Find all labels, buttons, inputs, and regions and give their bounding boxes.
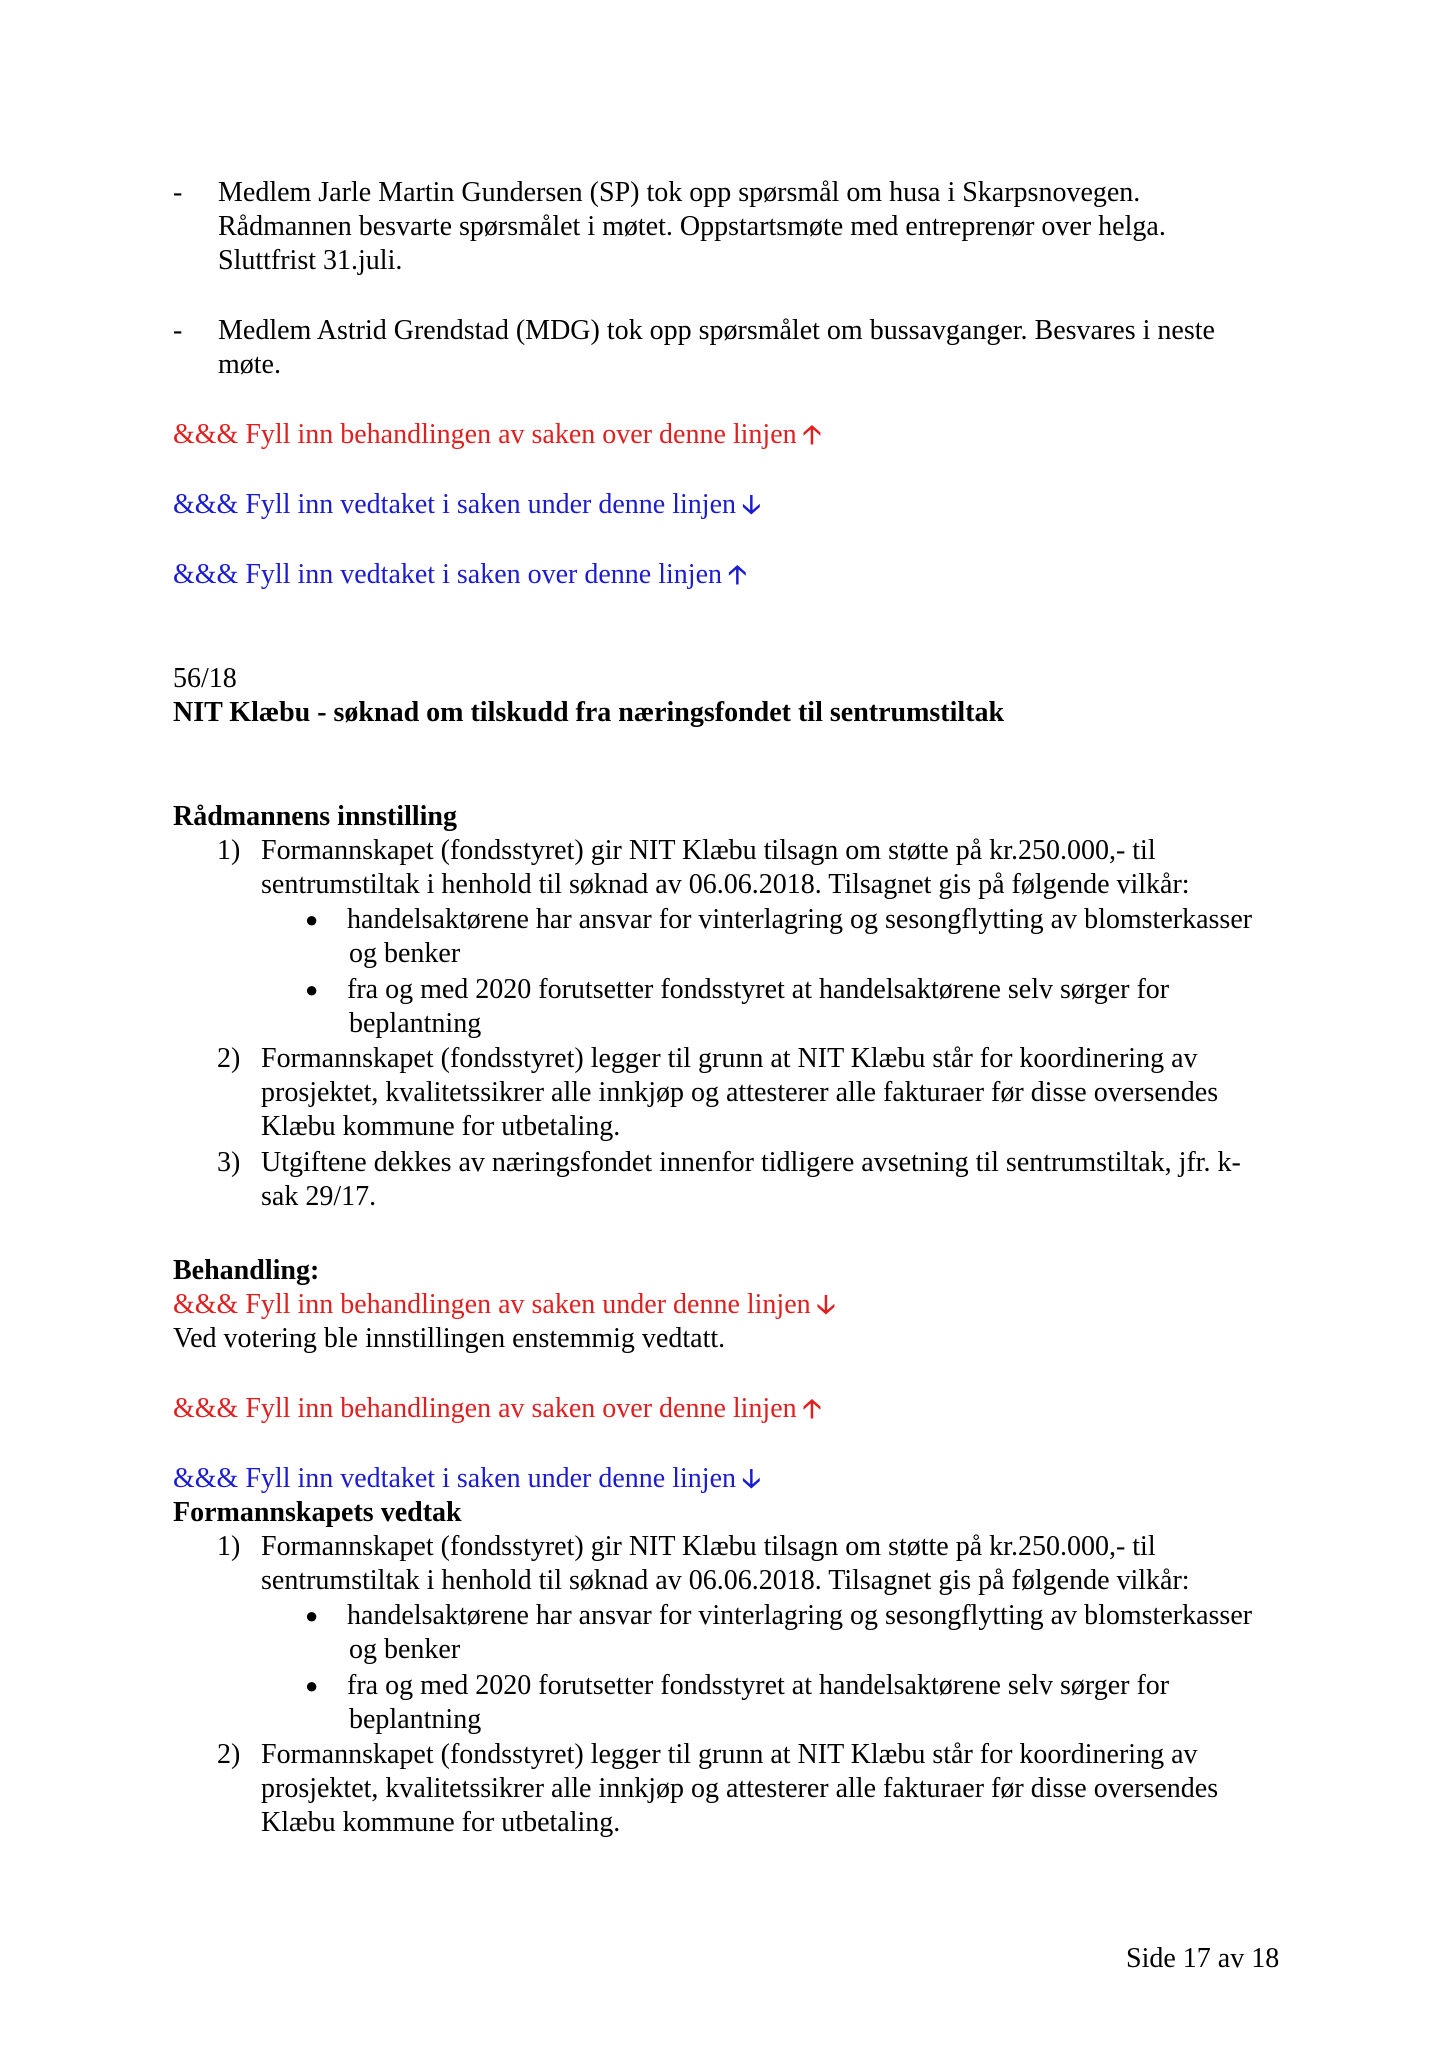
vedtak-bullet1-line1: handelsaktørene har ansvar for vinterlagring og sesongflytting av blomsterkasser xyxy=(347,1600,1253,1631)
behandling-text: Ved votering ble innstillingen enstemmig vedtatt. xyxy=(173,1323,726,1354)
marker-text: &&& Fyll inn behandlingen av saken over denne linjen xyxy=(173,419,797,450)
item-number: 2) xyxy=(217,1739,241,1770)
case-title: NIT Klæbu - søknad om tilskudd fra næringsfondet til sentrumstiltak xyxy=(173,697,1005,728)
innstilling-item1-line1: Formannskapet (fondsstyret) gir NIT Klæbu tilsagn om støtte på kr.250.000,- til xyxy=(261,835,1156,866)
item-number: 3) xyxy=(217,1147,241,1178)
innstilling-heading: Rådmannens innstilling xyxy=(173,801,457,832)
vedtak-item2-line1: Formannskapet (fondsstyret) legger til grunn at NIT Klæbu står for koordinering av xyxy=(261,1739,1198,1770)
intro-item-2-line-2: møte. xyxy=(218,349,281,380)
arrow-down-icon: 🡣 xyxy=(816,1290,836,1319)
list-dash: - xyxy=(173,177,183,208)
innstilling-item2-line1: Formannskapet (fondsstyret) legger til grunn at NIT Klæbu står for koordinering av xyxy=(261,1043,1198,1074)
arrow-up-icon: 🡡 xyxy=(728,560,747,589)
innstilling-item3-line1: Utgiftene dekkes av næringsfondet innenfor tidligere avsetning til sentrumstiltak, jfr. k- xyxy=(261,1147,1241,1178)
marker-behandling-over xyxy=(173,1392,821,1426)
vedtak-bullet2-line2: beplantning xyxy=(349,1704,482,1735)
innstilling-bullet2-line1: fra og med 2020 forutsetter fondsstyret at handelsaktørene selv sørger for xyxy=(347,974,1170,1005)
marker-text: &&& Fyll inn vedtaket i saken under denne linjen xyxy=(173,1463,736,1494)
intro-item-2-line-1: Medlem Astrid Grendstad (MDG) tok opp spørsmålet om bussavganger. Besvares i neste xyxy=(218,315,1215,346)
marker-text: &&& Fyll inn vedtaket i saken over denne linjen xyxy=(173,559,722,590)
arrow-up-icon: 🡡 xyxy=(802,420,822,449)
bullet-icon: ● xyxy=(305,1603,319,1628)
marker-behandling-over xyxy=(173,418,821,452)
innstilling-item3-line2: sak 29/17. xyxy=(261,1181,377,1212)
item-number: 1) xyxy=(217,1531,241,1562)
innstilling-bullet1-line1: handelsaktørene har ansvar for vinterlagring og sesongflytting av blomsterkasser xyxy=(347,904,1253,935)
vedtak-item1-line2: sentrumstiltak i henhold til søknad av 06.06.2018. Tilsagnet gis på følgende vilkår: xyxy=(261,1565,1190,1596)
bullet-icon: ● xyxy=(305,977,319,1002)
marker-text: &&& Fyll inn vedtaket i saken under denne linjen xyxy=(173,489,736,520)
arrow-down-icon: 🡣 xyxy=(742,1464,761,1493)
vedtak-bullet2-line1: fra og med 2020 forutsetter fondsstyret at handelsaktørene selv sørger for xyxy=(347,1670,1170,1701)
intro-item-1-line-1: Medlem Jarle Martin Gundersen (SP) tok opp spørsmål om husa i Skarpsnovegen. xyxy=(218,177,1141,208)
behandling-heading: Behandling: xyxy=(173,1255,320,1286)
bullet-icon: ● xyxy=(305,907,319,932)
marker-text: &&& Fyll inn behandlingen av saken under denne linjen xyxy=(173,1289,811,1320)
innstilling-item2-line2: prosjektet, kvalitetssikrer alle innkjøp og attesterer alle fakturaer før disse oversendes xyxy=(261,1077,1219,1108)
item-number: 2) xyxy=(217,1043,241,1074)
item-number: 1) xyxy=(217,835,241,866)
intro-item-1-line-2: Rådmannen besvarte spørsmålet i møtet. Oppstartsmøte med entreprenør over helga. xyxy=(218,211,1166,242)
vedtak-item2-line3: Klæbu kommune for utbetaling. xyxy=(261,1807,621,1838)
arrow-down-icon: 🡣 xyxy=(742,490,761,519)
vedtak-item1-line1: Formannskapet (fondsstyret) gir NIT Klæbu tilsagn om støtte på kr.250.000,- til xyxy=(261,1531,1156,1562)
marker-behandling-under xyxy=(173,1288,835,1322)
marker-vedtak-under xyxy=(173,1462,761,1496)
list-dash: - xyxy=(173,315,183,346)
innstilling-item2-line3: Klæbu kommune for utbetaling. xyxy=(261,1111,621,1142)
innstilling-bullet1-line2: og benker xyxy=(349,938,461,969)
page-number: Side 17 av 18 xyxy=(1126,1943,1280,1974)
arrow-up-icon: 🡡 xyxy=(802,1394,822,1423)
marker-vedtak-over xyxy=(173,558,747,592)
marker-text: &&& Fyll inn behandlingen av saken over denne linjen xyxy=(173,1393,797,1424)
bullet-icon: ● xyxy=(305,1673,319,1698)
vedtak-item2-line2: prosjektet, kvalitetssikrer alle innkjøp og attesterer alle fakturaer før disse oversendes xyxy=(261,1773,1219,1804)
innstilling-bullet2-line2: beplantning xyxy=(349,1008,482,1039)
case-number: 56/18 xyxy=(173,663,237,694)
marker-vedtak-under xyxy=(173,488,761,522)
vedtak-bullet1-line2: og benker xyxy=(349,1634,461,1665)
vedtak-heading: Formannskapets vedtak xyxy=(173,1497,462,1528)
intro-item-1-line-3: Sluttfrist 31.juli. xyxy=(218,245,403,276)
innstilling-item1-line2: sentrumstiltak i henhold til søknad av 06.06.2018. Tilsagnet gis på følgende vilkår: xyxy=(261,869,1190,900)
